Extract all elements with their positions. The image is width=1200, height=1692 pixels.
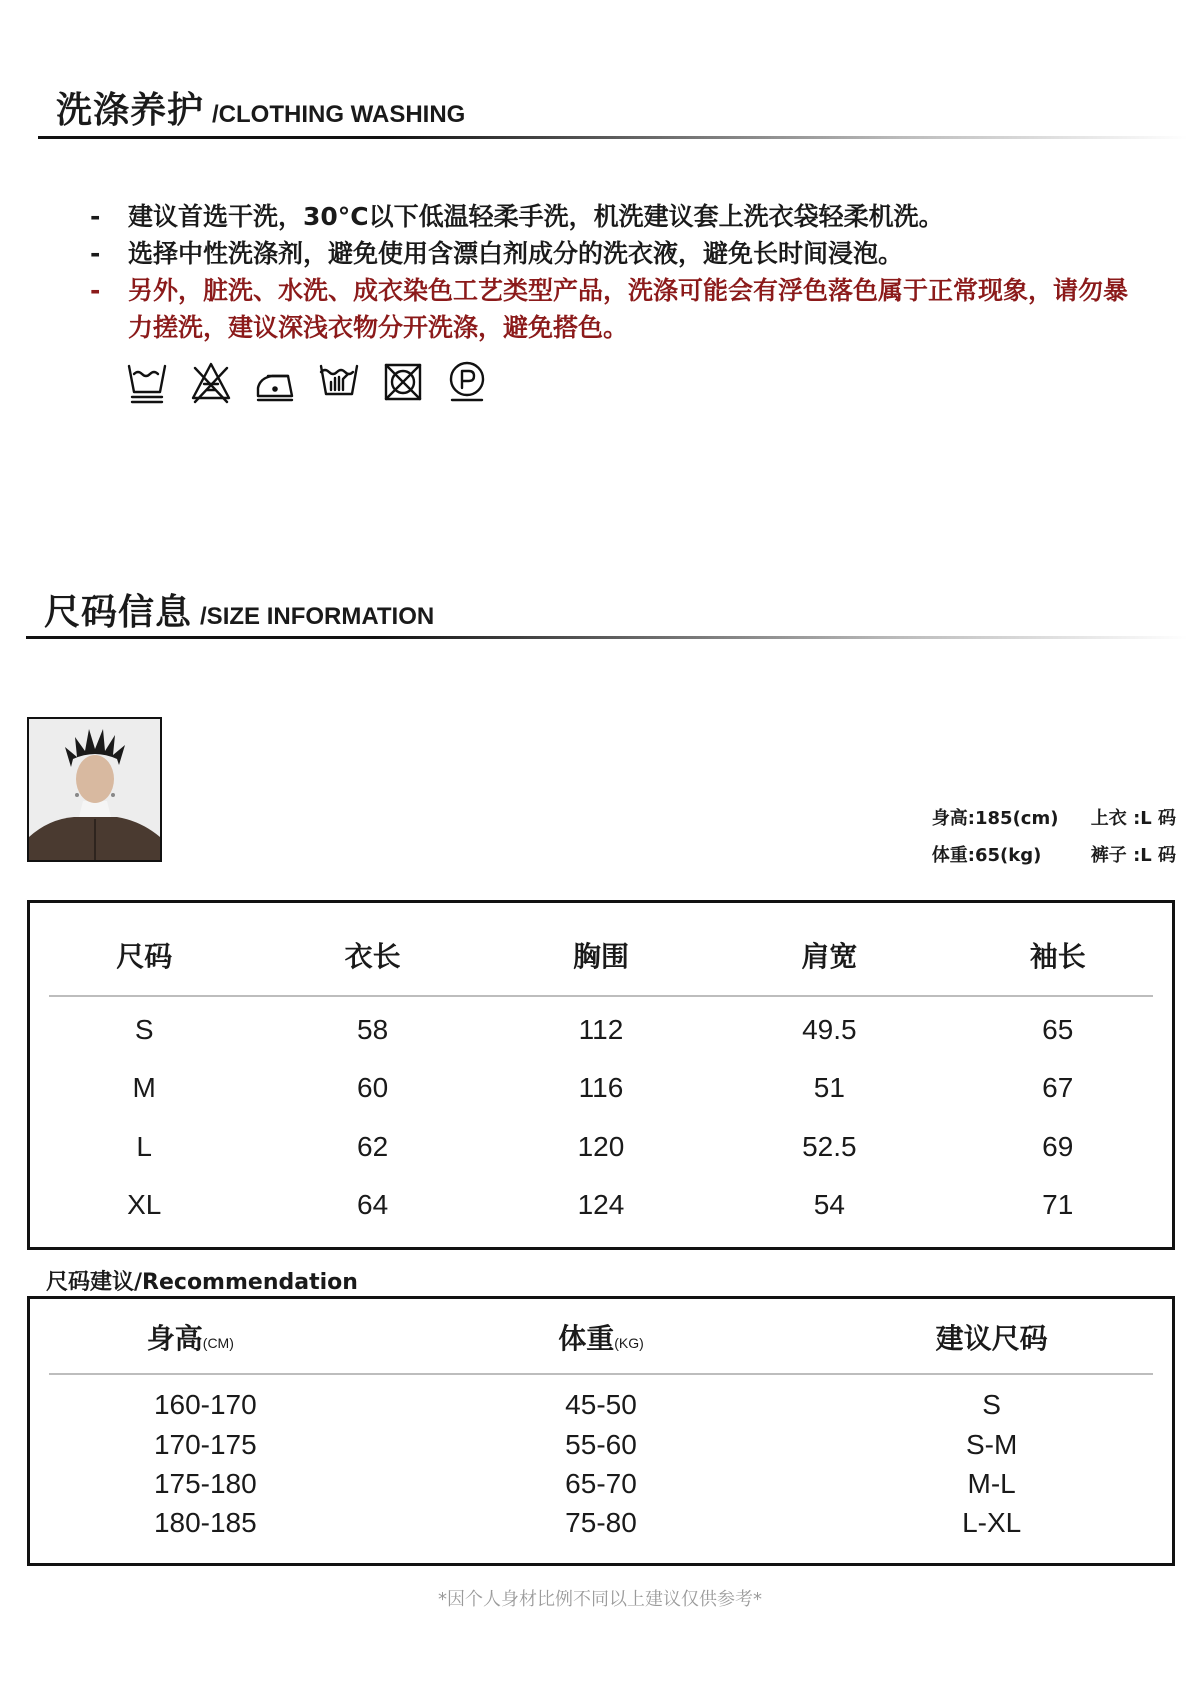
cell-recommended-size: M-L [967,1468,1016,1499]
header-sleeve: 袖长 [1029,940,1086,973]
cell-chest: 124 [577,1189,625,1220]
size-title-rule [26,636,1188,639]
do-not-tumble-dry-icon [382,360,424,404]
cell-shoulder: 54 [813,1189,845,1220]
washing-title [56,82,465,133]
cell-height: 175-180 [153,1468,257,1499]
hand-wash-only-icon [318,360,360,404]
cell-size: L [136,1131,152,1162]
cell-length: 58 [357,1014,389,1045]
model-stats-row-1 [932,800,1176,837]
size-disclaimer: *因个人身材比例不同以上建议仅供参考* [438,1589,762,1610]
header-weight-text: 体重 [558,1322,615,1355]
care-symbols [126,360,488,404]
table-row [30,1014,1172,1046]
wash-instruction-1 [90,198,1090,235]
cell-sleeve: 65 [1042,1014,1074,1045]
recommendation-divider [49,1373,1153,1375]
model-portrait-image [29,719,160,860]
cell-recommended-size: S [982,1389,1001,1420]
table-row [30,1468,1172,1500]
size-title [44,584,434,635]
model-weight: 体重:65(kg) [931,845,1042,866]
iron-low-icon [254,360,296,404]
recommendation-label: 尺码建议/Recommendation [46,1270,358,1295]
header-height-text: 身高 [146,1322,203,1355]
wash-instruction-text: 建议首选干洗，30°C以下低温轻柔手洗，机洗建议套上洗衣袋轻柔机洗。 [128,202,944,231]
header-recommended-size-text: 建议尺码 [935,1322,1048,1355]
table-row [30,1507,1172,1539]
dry-clean-p-icon [446,360,488,404]
header-shoulder: 肩宽 [801,940,858,973]
size-chart-divider [49,995,1153,997]
cell-weight: 65-70 [565,1468,637,1499]
cell-chest: 120 [577,1131,625,1162]
cell-size: M [132,1072,156,1103]
recommendation-table [27,1296,1175,1566]
cell-height: 170-175 [153,1429,257,1460]
header-chest: 胸围 [572,940,629,973]
cell-shoulder: 51 [813,1072,845,1103]
model-measurements [932,800,1176,874]
cell-length: 64 [357,1189,389,1220]
size-title-en: /SIZE INFORMATION [200,603,435,630]
header-recommended-size [791,1317,1172,1357]
model-height: 身高:185(cm) [931,808,1059,829]
cell-shoulder: 49.5 [802,1014,857,1045]
cell-sleeve: 67 [1042,1072,1074,1103]
list-dash: - [90,276,101,305]
wash-instruction-2 [90,235,1090,272]
cell-recommended-size: L-XL [962,1507,1022,1538]
model-top-size: 上衣 :L 码 [1090,808,1176,829]
list-dash: - [90,239,101,268]
cell-size: S [134,1014,154,1045]
table-row [30,1189,1172,1221]
washing-title-rule [38,136,1188,139]
cell-weight: 75-80 [565,1507,637,1538]
cell-chest: 116 [578,1072,624,1103]
model-pants-size: 裤子 :L 码 [1090,845,1176,866]
size-title-zh: 尺码信息 [44,592,193,633]
do-not-bleach-icon [190,360,232,404]
wash-instruction-text: 另外，脏洗、水洗、成衣染色工艺类型产品，洗涤可能会有浮色落色属于正常现象，请勿暴力搓洗，建议深浅衣物分开洗涤，避免搭色。 [128,276,1129,342]
table-row [30,1131,1172,1163]
header-height [30,1317,411,1357]
header-length: 衣长 [344,940,401,973]
cell-recommended-size: S-M [965,1429,1018,1460]
table-row [30,1429,1172,1461]
cell-size: XL [127,1189,162,1220]
cell-length: 62 [357,1131,389,1162]
model-stats-row-2 [932,837,1176,874]
cell-height: 180-185 [153,1507,257,1538]
cell-sleeve: 71 [1042,1189,1074,1220]
header-size: 尺码 [116,940,173,973]
wash-instruction-text: 选择中性洗涤剂，避免使用含漂白剂成分的洗衣液，避免长时间浸泡。 [128,239,904,268]
cell-shoulder: 52.5 [802,1131,857,1162]
header-weight-unit: (KG) [614,1335,644,1351]
header-weight [411,1317,792,1357]
cell-sleeve: 69 [1042,1131,1074,1162]
table-row [30,1389,1172,1421]
cell-height: 160-170 [153,1389,257,1420]
header-height-unit: (CM) [202,1335,234,1351]
size-chart-table [27,900,1175,1250]
hand-wash-icon [126,360,168,404]
washing-title-zh: 洗涤养护 [56,90,205,131]
cell-chest: 112 [578,1014,624,1045]
size-chart-header [30,935,1172,975]
cell-weight: 55-60 [565,1429,637,1460]
model-photo [27,717,162,862]
washing-title-en: /CLOTHING WASHING [212,101,466,128]
wash-instruction-warning [90,272,1128,346]
recommendation-header [30,1317,1172,1357]
cell-length: 60 [357,1072,389,1103]
washing-instructions [90,198,1129,346]
list-dash: - [90,202,101,231]
cell-weight: 45-50 [565,1389,637,1420]
table-row [30,1072,1172,1104]
